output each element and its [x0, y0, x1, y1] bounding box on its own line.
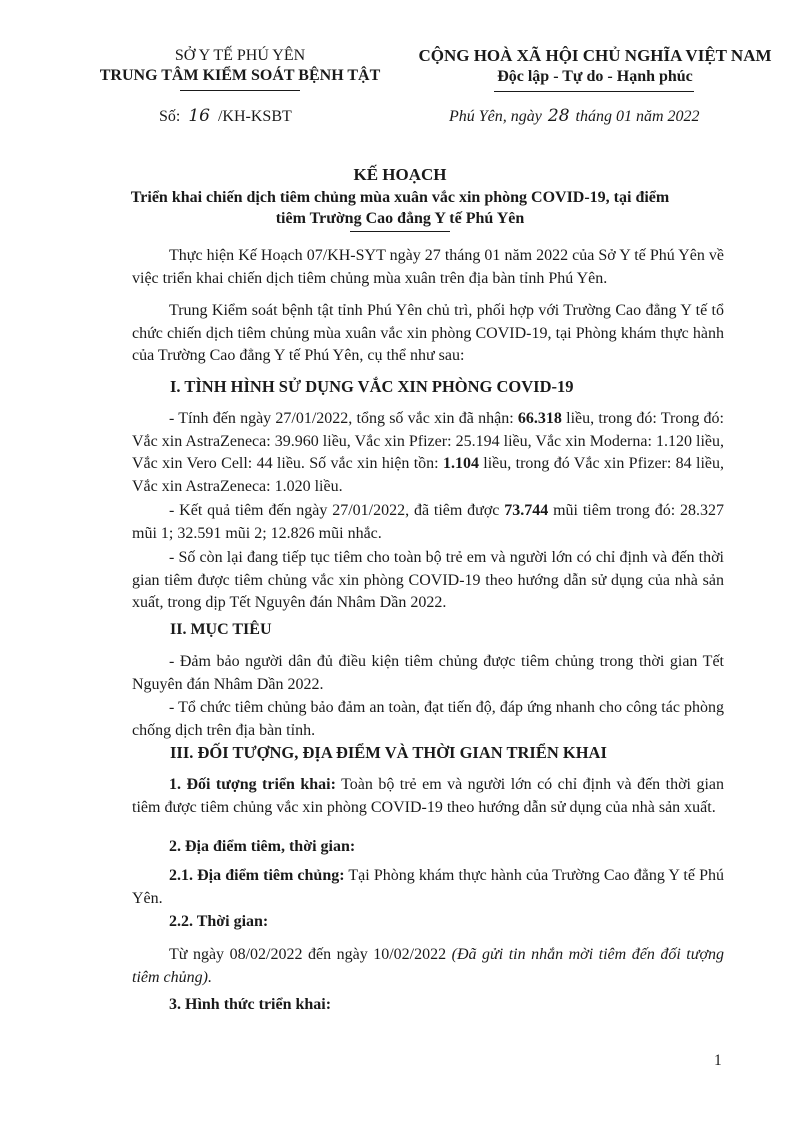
s1b1-text-a: - Tính đến ngày 27/01/2022, tổng số vắc xin đã nhận: — [169, 410, 518, 427]
section-3-item-2-label: 2. Địa điểm tiêm, thời gian: — [169, 838, 356, 855]
s1b1-total-received: 66.318 — [517, 410, 562, 427]
header-left-divider — [180, 90, 300, 91]
section-3-item-3-label: 3. Hình thức triển khai: — [169, 996, 332, 1013]
s3-item21-label: 2.1. Địa điểm tiêm chủng: — [169, 867, 345, 884]
page-number: 1 — [714, 1052, 722, 1069]
section-2-bullet-1: - Đảm bảo người dân đủ điều kiện tiêm chủng được tiêm chủng trong thời gian Tết Nguyên đán Nhâm Dần 2022. — [132, 653, 724, 693]
section-3-item-2-2-text — [132, 944, 724, 989]
s3-item21-text: Tại Phòng khám thực hành của Trường Cao đẳng Y tế Phú Yên. — [132, 867, 724, 907]
s1b2-text-a: - Kết quả tiêm đến ngày 27/01/2022, đã tiêm được — [169, 502, 505, 519]
date-prefix: Phú Yên, ngày — [449, 108, 542, 125]
section-3-item-1 — [132, 774, 724, 819]
section-3-item-2-1 — [132, 865, 724, 910]
header-right-divider — [494, 91, 694, 92]
s3-item1-text: Toàn bộ trẻ em và người lớn có chỉ định và đến thời gian tiêm được tiêm chủng vắc xin phòng COVID-19 theo hướng dẫn sử dụng của nhà sản xuất. — [132, 776, 724, 816]
intro-paragraph-1: Thực hiện Kế Hoạch 07/KH-SYT ngày 27 tháng 01 năm 2022 của Sở Y tế Phú Yên về việc triển khai chiến dịch tiêm chủng mùa xuân trên địa bàn tỉnh Phú Yên. — [132, 247, 724, 287]
intro-paragraph-2: Trung Kiểm soát bệnh tật tỉnh Phú Yên chủ trì, phối hợp với Trường Cao đẳng Y tế tổ chức chiến dịch tiêm chủng mùa xuân vắc xin phòng COVID-19, tại Phòng khám thực hành của Trường Cao đẳng Y tế Phú Yên, cụ thể như sau: — [132, 302, 724, 364]
number-suffix: /KH-KSBT — [217, 108, 292, 125]
country-name: CỘNG HOÀ XÃ HỘI CHỦ NGHĨA VIỆT NAM — [418, 46, 772, 65]
date-suffix: tháng 01 năm 2022 — [575, 108, 700, 125]
s1b2-text-b: mũi tiêm trong đó: 28.327 mũi 1; 32.591 mũi 2; 12.826 mũi nhắc. — [132, 502, 725, 542]
document-date — [449, 106, 700, 126]
ministry-name: SỞ Y TẾ PHÚ YÊN — [174, 47, 306, 64]
number-handwritten: 16 — [188, 106, 210, 126]
title-divider — [350, 231, 450, 232]
header-right-block — [410, 46, 780, 88]
s3-item22-text: Từ ngày 08/02/2022 đến ngày 10/02/2022 — [169, 946, 452, 963]
section-1-bullet-3: - Số còn lại đang tiếp tục tiêm cho toàn bộ trẻ em và người lớn có chỉ định và đến thời gian tiêm được tiêm chủng vắc xin phòng COVID-19 theo hướng dẫn sử dụng của nhà sản xuất, trong dịp Tết Nguyên đán Nhâm Dần 2022. — [132, 549, 724, 611]
s1b1-text-b: liều, trong đó: Trong đó: Vắc xin AstraZeneca: 39.960 liều, Vắc xin Pfizer: 25.194 liều, Vắc xin Moderna: 1.120 liều, Vắc xin Vero Cell: 44 liều. Số vắc xin hiện tồn: — [132, 410, 725, 472]
subtitle-line-1: Triển khai chiến dịch tiêm chủng mùa xuân vắc xin phòng COVID-19, tại điểm — [130, 189, 670, 206]
subtitle-line-2: tiêm Trường Cao đẳng Y tế Phú Yên — [275, 210, 525, 227]
motto: Độc lập - Tự do - Hạnh phúc — [497, 68, 693, 85]
section-1-heading: I. TÌNH HÌNH SỬ DỤNG VẮC XIN PHÒNG COVID-19 — [170, 377, 574, 396]
section-2-heading: II. MỤC TIÊU — [170, 621, 272, 638]
header-left-block — [60, 46, 420, 86]
document-number — [159, 106, 292, 126]
s3-item22-note: (Đã gửi tin nhắn mời tiêm đến đối tượng tiêm chủng). — [132, 946, 724, 986]
section-1-bullet-1 — [132, 408, 724, 498]
section-3-heading: III. ĐỐI TƯỢNG, ĐỊA ĐIỂM VÀ THỜI GIAN TRIỂN KHAI — [170, 743, 607, 762]
doc-title: KẾ HOẠCH — [353, 165, 447, 184]
section-2-bullet-2: - Tổ chức tiêm chủng bảo đảm an toàn, đạt tiến độ, đáp ứng nhanh cho công tác phòng chống dịch trên địa bàn tỉnh. — [132, 699, 724, 739]
s1b1-stock-remaining: 1.104 — [442, 455, 479, 472]
s1b2-total-doses: 73.744 — [504, 502, 549, 519]
doc-subtitle — [60, 187, 740, 229]
section-3-item-2-2-label: 2.2. Thời gian: — [169, 913, 269, 930]
agency-name: TRUNG TÂM KIỂM SOÁT BỆNH TẬT — [99, 67, 381, 84]
s1b1-text-c: liều, trong đó Vắc xin Pfizer: 84 liều, Vắc xin AstraZeneca: 1.020 liều. — [132, 455, 724, 495]
number-prefix: Số: — [159, 108, 181, 125]
date-day-handwritten: 28 — [547, 106, 570, 126]
section-1-bullet-2 — [132, 500, 724, 545]
s3-item1-label: 1. Đối tượng triển khai: — [169, 776, 336, 793]
